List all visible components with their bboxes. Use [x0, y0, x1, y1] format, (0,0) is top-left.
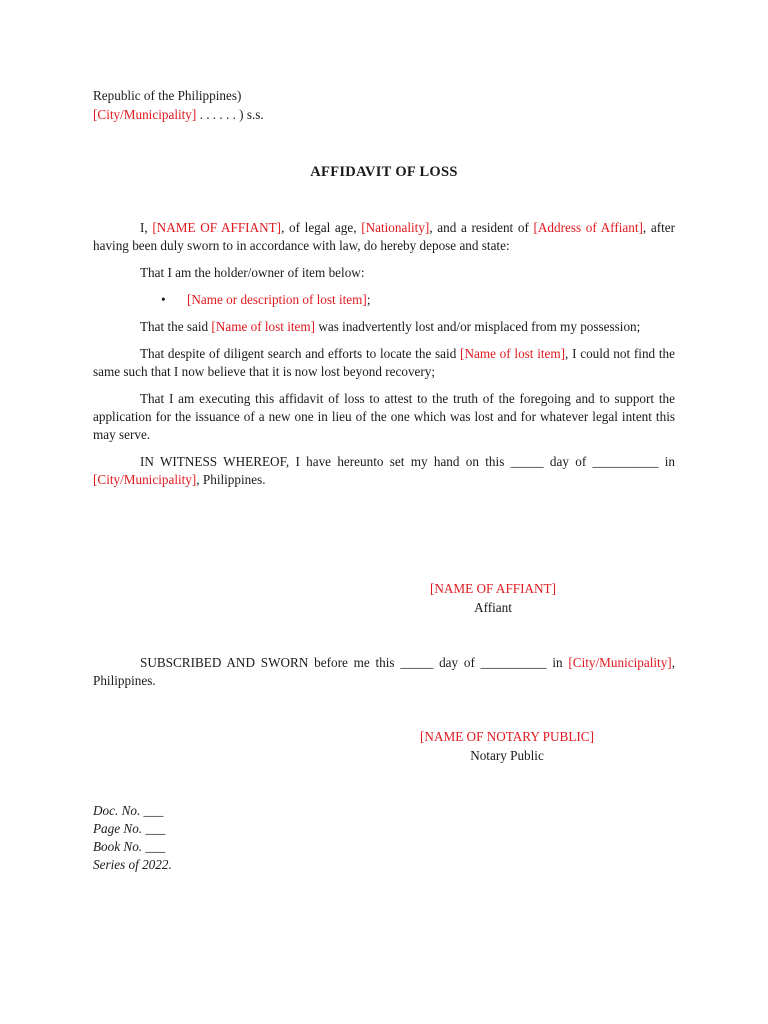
bullet-end: ; — [366, 292, 371, 307]
affidavit-body — [93, 219, 675, 498]
venue-city-placeholder: [City/Municipality] — [93, 107, 197, 122]
lost-item-placeholder: [Name of lost item] — [211, 319, 316, 334]
affiant-role-label: Affiant — [474, 600, 512, 615]
search-text-1: That despite of diligent search and efforts to locate the said — [140, 346, 461, 361]
nationality-placeholder: [Nationality] — [361, 220, 430, 235]
address-placeholder: [Address of Affiant] — [533, 220, 643, 235]
affiant-signature-name: [NAME OF AFFIANT] — [429, 581, 557, 596]
venue-republic: Republic of the Philippines) — [93, 88, 242, 103]
affiant-name-placeholder: [NAME OF AFFIANT] — [152, 220, 282, 235]
intro-text-2: , of legal age, — [281, 220, 362, 235]
bullet-icon: • — [161, 292, 166, 307]
executing-paragraph: That I am executing this affidavit of loss to attest to the truth of the foregoing and to support the application for the issuance of a new one in lieu of the one which was lost and for whatever legal intent this may serve. — [93, 391, 675, 442]
page-no: Page No. ___ — [93, 821, 166, 836]
intro-text-1: I, — [140, 220, 153, 235]
notary-signature-name: [NAME OF NOTARY PUBLIC] — [420, 729, 594, 744]
holder-paragraph: That I am the holder/owner of item below: — [140, 265, 365, 280]
book-no: Book No. ___ — [93, 839, 166, 854]
intro-text-4: , after having been duly sworn to in accordance with law, do hereby depose and state: — [93, 220, 675, 253]
series-year: Series of 2022. — [93, 857, 172, 872]
witness-text-2: , Philippines. — [196, 472, 266, 487]
search-text-2: , I could not find the same such that I now believe that it is now lost beyond recovery; — [93, 346, 675, 379]
notary-signature-block — [383, 728, 631, 765]
subscribed-text-2: , Philippines. — [93, 655, 675, 688]
venue-block — [93, 87, 264, 125]
intro-text-3: , and a resident of — [429, 220, 534, 235]
search-paragraph — [93, 345, 675, 381]
subscribed-city-placeholder: [City/Municipality] — [568, 655, 672, 670]
lost-item-bullet — [93, 291, 675, 309]
jurat-block — [93, 654, 675, 699]
witness-text-1: IN WITNESS WHEREOF, I have hereunto set my hand on this _____ day of __________ in — [140, 454, 675, 469]
notary-role-label: Notary Public — [470, 748, 544, 763]
lost-paragraph — [93, 318, 675, 336]
document-title: AFFIDAVIT OF LOSS — [310, 164, 458, 180]
venue-ss: . . . . . . ) s.s. — [196, 107, 264, 122]
subscribed-text-1: SUBSCRIBED AND SWORN before me this _____ day of __________ in — [140, 655, 569, 670]
search-item-placeholder: [Name of lost item] — [460, 346, 566, 361]
lost-item-description-placeholder: [Name or description of lost item] — [187, 292, 367, 307]
intro-paragraph — [93, 219, 675, 255]
doc-no: Doc. No. ___ — [93, 803, 164, 818]
affiant-signature-block — [383, 580, 603, 617]
notarial-register — [93, 802, 172, 874]
said-text-1: That the said — [140, 319, 212, 334]
subscribed-paragraph — [93, 654, 675, 690]
witness-city-placeholder: [City/Municipality] — [93, 472, 197, 487]
venue-city-line — [93, 106, 264, 125]
said-text-2: was inadvertently lost and/or misplaced from my possession; — [315, 319, 641, 334]
witness-paragraph — [93, 453, 675, 489]
